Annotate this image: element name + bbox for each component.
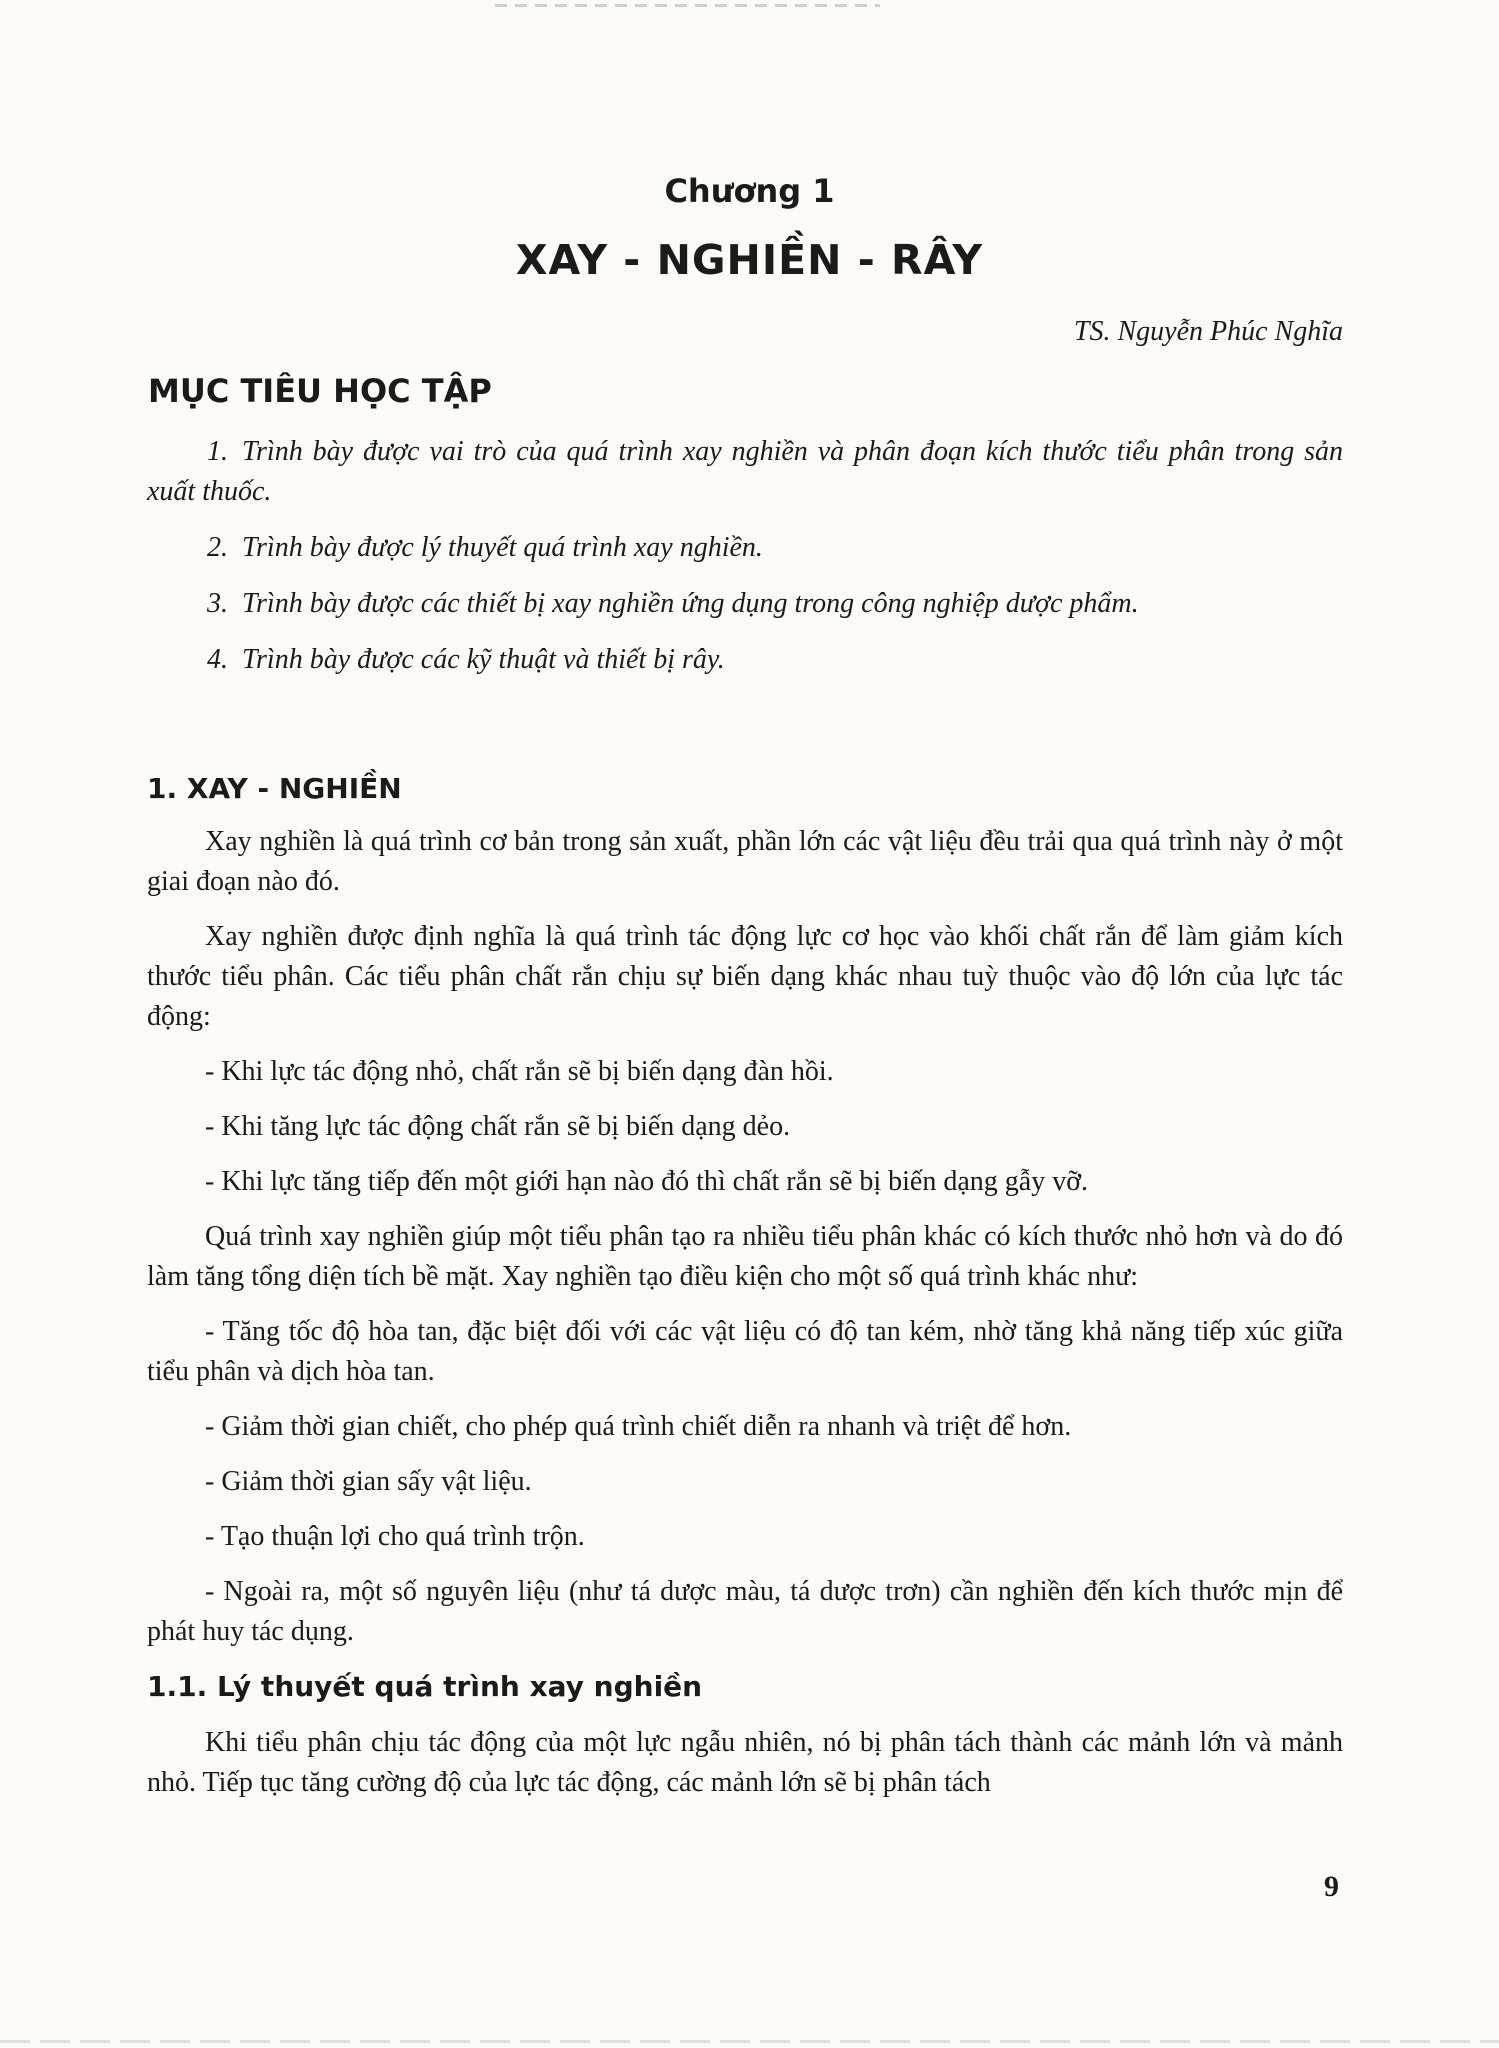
- objectives-heading: MỤC TIÊU HỌC TẬP: [148, 372, 492, 410]
- objective-text: Trình bày được các thiết bị xay nghiền ứng dụng trong công nghiệp dược phẩm.: [242, 588, 1139, 619]
- paragraph: Xay nghiền là quá trình cơ bản trong sản xuất, phần lớn các vật liệu đều trải qua quá trình này ở một giai đoạn nào đó.: [147, 826, 1343, 897]
- bullet-item: - Giảm thời gian sấy vật liệu.: [205, 1466, 532, 1497]
- bullet-item: - Khi lực tác động nhỏ, chất rắn sẽ bị biến dạng đàn hồi.: [205, 1056, 834, 1087]
- objective-number: 4.: [207, 644, 228, 675]
- paragraph: Khi tiểu phân chịu tác động của một lực ngẫu nhiên, nó bị phân tách thành các mảnh lớn và mảnh nhỏ. Tiếp tục tăng cường độ của lực tác động, các mảnh lớn sẽ bị phân tách: [147, 1727, 1343, 1798]
- bullet-item: - Khi lực tăng tiếp đến một giới hạn nào đó thì chất rắn sẽ bị biến dạng gẫy vỡ.: [205, 1166, 1089, 1197]
- objective-item: [147, 584, 1343, 624]
- paragraph: Xay nghiền được định nghĩa là quá trình tác động lực cơ học vào khối chất rắn để làm giảm kích thước tiểu phân. Các tiểu phân chất rắn chịu sự biến dạng khác nhau tuỳ thuộc vào độ lớn của lực tác động:: [147, 921, 1343, 1032]
- body-text: [147, 822, 1343, 1818]
- scan-artifact-top: [495, 4, 880, 7]
- objective-text: Trình bày được các kỹ thuật và thiết bị rây.: [242, 644, 725, 675]
- subsection-heading: 1.1. Lý thuyết quá trình xay nghiền: [147, 1670, 703, 1703]
- chapter-label: Chương 1: [664, 172, 835, 210]
- section-heading: 1. XAY - NGHIỀN: [147, 772, 402, 805]
- paragraph: Quá trình xay nghiền giúp một tiểu phân tạo ra nhiều tiểu phân khác có kích thước nhỏ hơn và do đó làm tăng tổng diện tích bề mặt. Xay nghiền tạo điều kiện cho một số quá trình khác như:: [147, 1221, 1343, 1292]
- objective-text: Trình bày được vai trò của quá trình xay nghiền và phân đoạn kích thước tiểu phân trong sản xuất thuốc.: [147, 436, 1343, 507]
- chapter-title: XAY - NGHIỀN - RÂY: [515, 236, 984, 284]
- bullet-item: - Giảm thời gian chiết, cho phép quá trình chiết diễn ra nhanh và triệt để hơn.: [205, 1411, 1072, 1442]
- objective-text: Trình bày được lý thuyết quá trình xay nghiền.: [242, 532, 763, 563]
- objective-number: 3.: [207, 588, 228, 619]
- page-number: 9: [1324, 1870, 1339, 1903]
- bullet-item: - Tăng tốc độ hòa tan, đặc biệt đối với các vật liệu có độ tan kém, nhờ tăng khả năng tiếp xúc giữa tiểu phân và dịch hòa tan.: [147, 1316, 1343, 1387]
- bullet-item: - Ngoài ra, một số nguyên liệu (như tá dược màu, tá dược trơn) cần nghiền đến kích thước mịn để phát huy tác dụng.: [147, 1576, 1343, 1647]
- scan-artifact-bottom: [0, 2040, 1499, 2043]
- objective-item: [147, 640, 1343, 680]
- objective-number: 2.: [207, 532, 228, 563]
- objective-number: 1.: [207, 436, 228, 467]
- bullet-item: - Khi tăng lực tác động chất rắn sẽ bị biến dạng dẻo.: [205, 1111, 791, 1142]
- author-name: TS. Nguyễn Phúc Nghĩa: [1073, 316, 1343, 347]
- objective-item: [147, 432, 1343, 512]
- objective-item: [147, 528, 1343, 568]
- objectives-list: [147, 432, 1343, 696]
- bullet-item: - Tạo thuận lợi cho quá trình trộn.: [205, 1521, 585, 1552]
